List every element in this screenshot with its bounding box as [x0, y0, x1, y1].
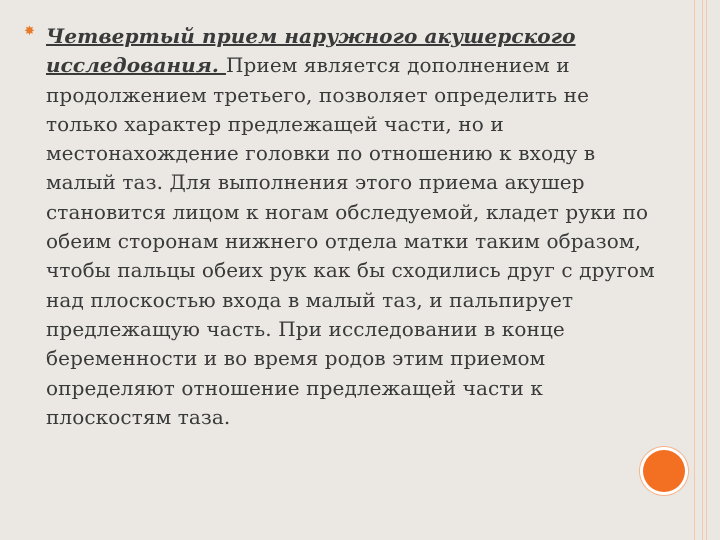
- lead-heading: Четвертый прием наружного акушерского исследования.: [46, 24, 576, 78]
- body-text: Прием является дополнением и продолжением третьего, позволяет определить не только характер предлежащей части, но и местонахождение головки по отношению к входу в малый таз. Для выполнения этого приема акушер становится лицом к ногам обследуемой, кладет руки по обеим сторонам нижнего отдела матки таким образом, чтобы пальцы обеих рук как бы сходились друг с другом над плоскостью входа в малый таз, и пальпирует предлежащую часть. При исследовании в конце беременности и во время родов этим приемом определяют отношение предлежащей части к плоскостям таза.: [46, 53, 655, 429]
- decor-line: [706, 0, 707, 540]
- sun-bullet-icon: ✸: [24, 24, 35, 39]
- paragraph-text: [46, 22, 664, 432]
- decor-line: [694, 0, 695, 540]
- orange-circle-decoration: [643, 450, 685, 492]
- decor-line: [702, 0, 703, 540]
- bullet-paragraph: [24, 22, 664, 432]
